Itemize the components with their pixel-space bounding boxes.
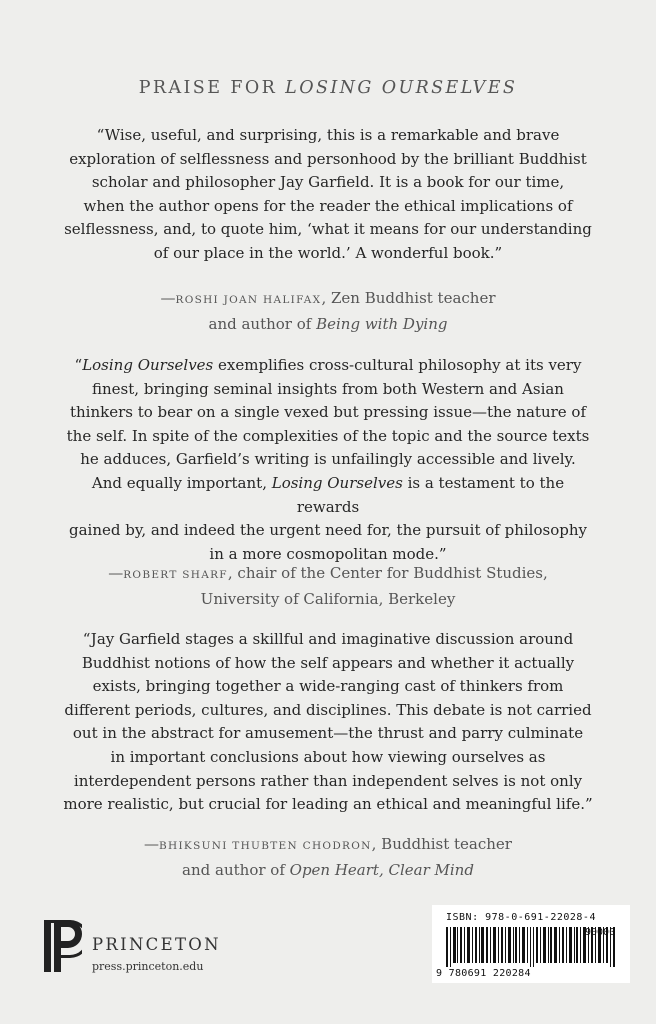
- blurb-line: in a more cosmopolitan mode.”: [209, 544, 447, 563]
- blurb-chodron: [60, 628, 596, 817]
- barcode-icon: [446, 927, 628, 967]
- blurb-line: exists, bringing together a wide-ranging cast of thinkers from: [92, 677, 564, 696]
- isbn-text: ISBN: 978-0-691-22028-4: [446, 912, 596, 923]
- blurb-line: different periods, cultures, and disciplines. This debate is not carried: [64, 700, 592, 719]
- attribution-sharf: —ROBERT SHARF, chair of the Center for Buddhist Studies, University of California, Berkeley: [108, 564, 548, 608]
- attribution-name: BHIKSUNI THUBTEN CHODRON: [159, 840, 372, 852]
- blurb-line: out in the abstract for amusement—the thrust and parry culminate: [72, 724, 584, 743]
- attribution-name: ROBERT SHARF: [123, 569, 228, 581]
- book-title: LOSING OURSELVES: [285, 78, 518, 98]
- attribution-name: ROSHI JOAN HALIFAX: [175, 294, 322, 306]
- blurb-line: “Jay Garfield stages a skillful and imaginative discussion around: [82, 630, 574, 648]
- blurb-line: finest, bringing seminal insights from both Western and Asian: [92, 379, 564, 398]
- attribution-book: Being with Dying: [316, 314, 448, 333]
- blurb-line: interdependent persons rather than independent selves is not only: [73, 771, 583, 790]
- attribution-book: Open Heart, Clear Mind: [289, 860, 474, 879]
- blurb-line: thinkers to bear on a single vexed but pressing issue—the nature of: [69, 403, 587, 422]
- blurb-line: selflessness, and, to quote him, ‘what it means for our understanding: [64, 220, 592, 239]
- blurb-line: And equally important, Losing Ourselves is a testament to the rewards: [91, 473, 565, 516]
- blurb-line: in important conclusions about how viewing ourselves as: [110, 747, 546, 766]
- blurb-line: of our place in the world.’ A wonderful book.”: [153, 243, 503, 262]
- attribution-chodron: —BHIKSUNI THUBTEN CHODRON, Buddhist teacher and author of Open Heart, Clear Mind: [144, 835, 512, 879]
- publisher-name: PRINCETON: [92, 935, 221, 954]
- blurb-line: “Losing Ourselves exemplifies cross-cultural philosophy at its very: [74, 356, 582, 374]
- blurb-line: Buddhist notions of how the self appears and whether it actually: [81, 653, 575, 672]
- blurb-line: the self. In spite of the complexities of the topic and the source texts: [66, 426, 590, 445]
- blurb-line: when the author opens for the reader the ethical implications of: [83, 196, 573, 215]
- princeton-logo-icon: [44, 920, 82, 972]
- blurb-sharf: [60, 354, 596, 566]
- praise-heading: PRAISE FOR LOSING OURSELVES: [138, 78, 518, 98]
- publisher-url: press.princeton.edu: [92, 960, 204, 973]
- blurb-halifax: [60, 124, 596, 266]
- blurb-line: “Wise, useful, and surprising, this is a remarkable and brave: [96, 126, 560, 144]
- blurb-line: exploration of selflessness and personhood by the brilliant Buddhist: [69, 149, 587, 168]
- blurb-line: gained by, and indeed the urgent need for, the pursuit of philosophy: [69, 521, 587, 540]
- blurb-line: he adduces, Garfield’s writing is unfailingly accessible and lively.: [80, 450, 576, 469]
- blurb-line: scholar and philosopher Jay Garfield. It is a book for our time,: [91, 173, 565, 192]
- attribution-halifax: —ROSHI JOAN HALIFAX, Zen Buddhist teacher and author of Being with Dying: [160, 289, 496, 333]
- blurb-line: more realistic, but crucial for leading an ethical and meaningful life.”: [63, 795, 593, 814]
- barcode-digits: 9 780691 220284: [436, 968, 531, 979]
